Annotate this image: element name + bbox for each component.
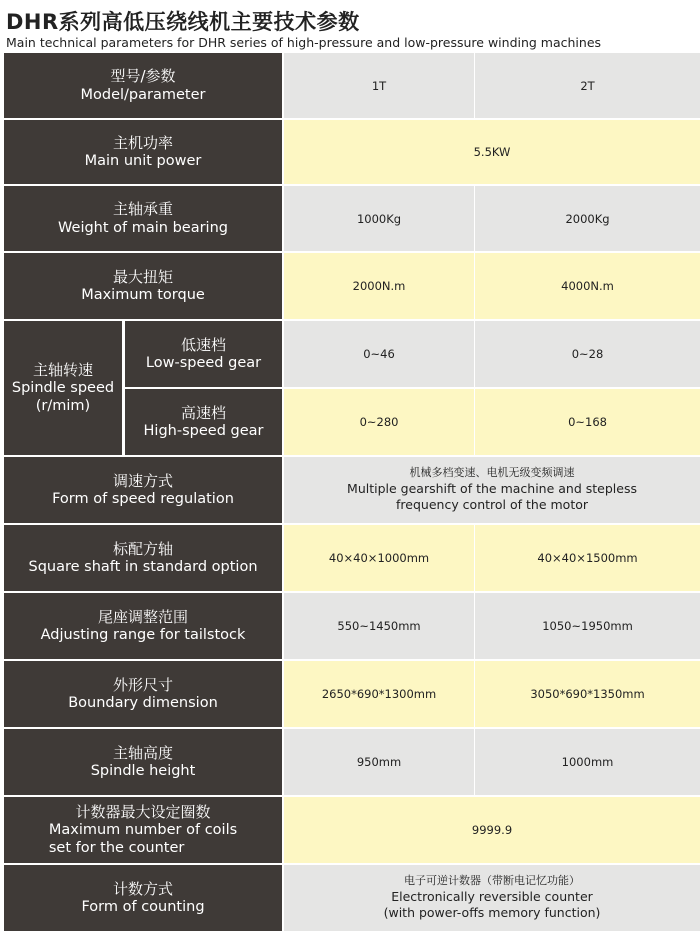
page-title: DHR系列高低压绕线机主要技术参数 (6, 10, 360, 34)
table-row (4, 186, 700, 253)
row-label-model: 型号/参数 Model/parameter (4, 53, 284, 120)
row-label-square-shaft: 标配方轴 Square shaft in standard option (4, 525, 284, 593)
value-cell: 40×40×1000mm (284, 525, 475, 593)
row-label-regulation: 调速方式 Form of speed regulation (4, 457, 284, 525)
table-row (4, 797, 700, 865)
value-cell: 2650*690*1300mm (284, 661, 475, 729)
value-cell: 2000N.m (284, 253, 475, 321)
value-cell: 2000Kg (475, 186, 700, 253)
value-cell: 1050~1950mm (475, 593, 700, 661)
value-cell: 9999.9 (284, 797, 700, 865)
table-row (4, 593, 700, 661)
row-label-spindle-speed: 主轴转速 Spindle speed (r/mim) (4, 321, 124, 457)
row-label-power: 主机功率 Main unit power (4, 120, 284, 186)
spec-table (4, 53, 700, 931)
value-cell: 3050*690*1350mm (475, 661, 700, 729)
value-cell: 5.5KW (284, 120, 700, 186)
value-cell: 0~28 (475, 321, 700, 389)
table-row (4, 661, 700, 729)
value-cell: 机械多档变速、电机无级变频调速 Multiple gearshift of the machine and stepless frequency control of the motor (284, 457, 700, 525)
value-cell: 950mm (284, 729, 475, 797)
table-row (4, 321, 700, 389)
value-cell: 1000mm (475, 729, 700, 797)
table-row (4, 53, 700, 120)
row-label-bearing: 主轴承重 Weight of main bearing (4, 186, 284, 253)
page-subtitle: Main technical parameters for DHR series of high-pressure and low-pressure winding machines (6, 35, 602, 50)
row-label-counting: 计数方式 Form of counting (4, 865, 284, 931)
row-label-high-speed: 高速档 High-speed gear (124, 389, 284, 457)
row-label-height: 主轴高度 Spindle height (4, 729, 284, 797)
table-row (4, 253, 700, 321)
value-cell: 0~168 (475, 389, 700, 457)
table-row (4, 729, 700, 797)
table-row (4, 865, 700, 931)
value-cell: 40×40×1500mm (475, 525, 700, 593)
value-cell: 0~46 (284, 321, 475, 389)
row-label-coils: 计数器最大设定圈数 Maximum number of coils set for the counter (4, 797, 284, 865)
value-cell: 1T (284, 53, 475, 120)
row-label-tailstock: 尾座调整范围 Adjusting range for tailstock (4, 593, 284, 661)
table-row (4, 457, 700, 525)
value-cell: 1000Kg (284, 186, 475, 253)
row-label-dimension: 外形尺寸 Boundary dimension (4, 661, 284, 729)
value-cell: 4000N.m (475, 253, 700, 321)
value-cell: 550~1450mm (284, 593, 475, 661)
value-cell: 0~280 (284, 389, 475, 457)
row-label-low-speed: 低速档 Low-speed gear (124, 321, 284, 389)
value-cell: 2T (475, 53, 700, 120)
value-cell: 电子可逆计数器（带断电记忆功能） Electronically reversible counter (with power-offs memory function) (284, 865, 700, 931)
row-label-torque: 最大扭矩 Maximum torque (4, 253, 284, 321)
table-row (4, 525, 700, 593)
table-row (4, 120, 700, 186)
